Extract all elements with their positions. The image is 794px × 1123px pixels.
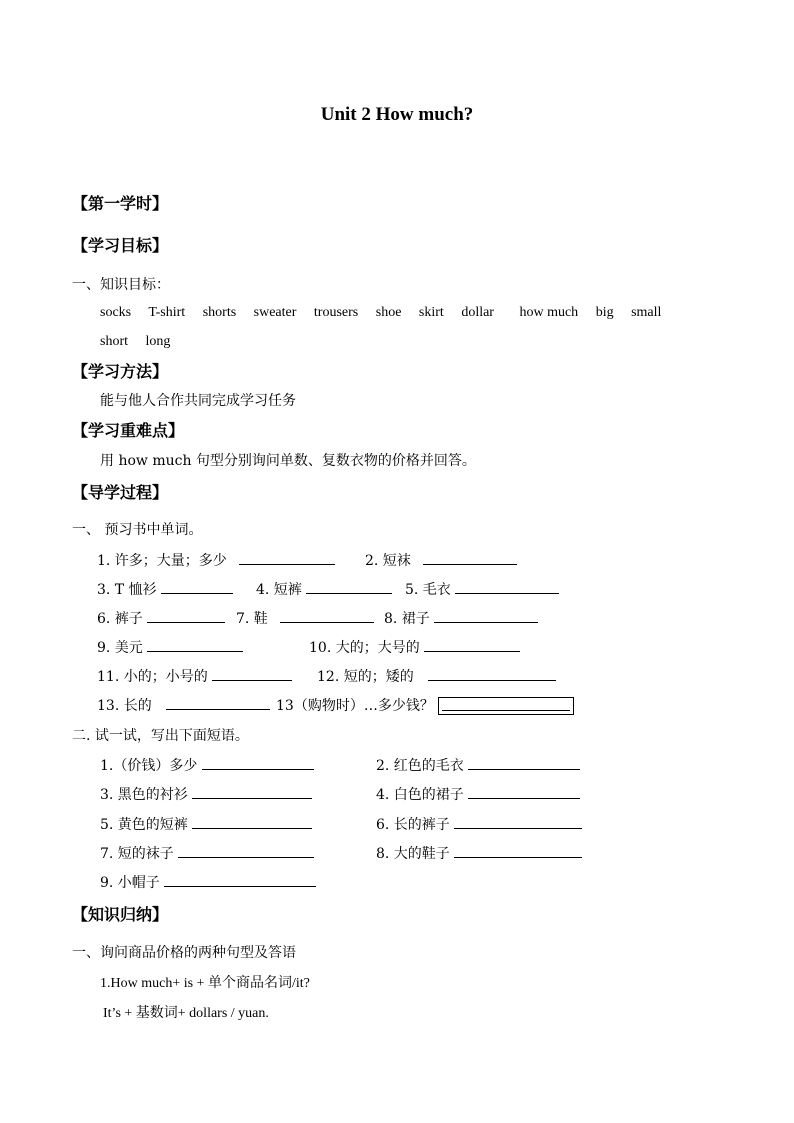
- part2-item-label: 2. 红色的毛衣: [376, 758, 464, 774]
- part1-item: [256, 579, 392, 599]
- part2-item: [100, 784, 312, 804]
- part2-item: [376, 814, 582, 834]
- part2-item: [100, 872, 316, 892]
- part2-item-label: 7. 短的袜子: [100, 846, 174, 862]
- part2-item: [100, 843, 314, 863]
- part2-item: [376, 843, 582, 863]
- part2-item-label: 5. 黄色的短裤: [100, 817, 188, 833]
- answer-blank[interactable]: [468, 755, 580, 770]
- answer-blank[interactable]: [454, 814, 582, 829]
- vocab-word: big: [595, 305, 614, 320]
- vocab-word: skirt: [418, 305, 444, 320]
- part1-title: 一、 预习书中单词。: [72, 522, 203, 538]
- heading-process: 【导学过程】: [72, 483, 169, 502]
- answer-box[interactable]: [438, 697, 574, 715]
- answer-blank[interactable]: [192, 814, 312, 829]
- part1-item-label: 10. 大的；大号的: [309, 640, 420, 656]
- answer-blank[interactable]: [192, 784, 312, 799]
- part2-item: [100, 814, 312, 834]
- part1-item-label: 5. 毛衣: [405, 582, 451, 598]
- answer-blank[interactable]: [468, 784, 580, 799]
- key-points-text: 用 how much 句型分别询问单数、复数衣物的价格并回答。: [100, 453, 476, 469]
- part2-item: [376, 784, 580, 804]
- part2-item-label: 3. 黑色的衬衫: [100, 787, 188, 803]
- heading-lesson: 【第一学时】: [72, 194, 169, 213]
- answer-blank[interactable]: [434, 608, 538, 623]
- answer-blank[interactable]: [161, 579, 233, 594]
- answer-blank[interactable]: [147, 637, 243, 652]
- part1-item-label: 3. T 恤衫: [97, 582, 157, 598]
- vocab-word: trousers: [313, 305, 359, 320]
- part1-item: [97, 608, 225, 628]
- part1-item-label: 13. 长的: [97, 698, 152, 714]
- answer-1: It’s + 基数词+ dollars / yuan.: [103, 1006, 269, 1021]
- part2-item-label: 1.（价钱）多少: [100, 758, 198, 774]
- part1-item: [276, 695, 574, 715]
- part1-item-label: 8. 裙子: [384, 611, 430, 627]
- vocab-word: shorts: [202, 305, 237, 320]
- part1-item: [309, 637, 520, 657]
- heading-method: 【学习方法】: [72, 362, 169, 381]
- part2-item-label: 8. 大的鞋子: [376, 846, 450, 862]
- part1-item-label: 2. 短袜: [365, 553, 411, 569]
- part1-item-label: 6. 裤子: [97, 611, 143, 627]
- summary-item-1: 一、询问商品价格的两种句型及答语: [72, 945, 296, 961]
- answer-blank[interactable]: [202, 755, 314, 770]
- vocab-word: T-shirt: [148, 305, 186, 320]
- part1-item-label: 13（购物时）…多少钱？: [276, 698, 434, 714]
- answer-blank[interactable]: [178, 843, 314, 858]
- vocab-word: how much: [519, 305, 579, 320]
- part1-item: [405, 579, 559, 599]
- vocab-word: short: [100, 334, 128, 349]
- part1-item: [97, 695, 270, 715]
- part1-item: [97, 550, 335, 570]
- part1-item-label: 7. 鞋: [236, 611, 268, 627]
- method-text: 能与他人合作共同完成学习任务: [100, 393, 296, 409]
- part1-item: [97, 579, 233, 599]
- answer-blank[interactable]: [454, 843, 582, 858]
- vocab-word: long: [145, 334, 171, 349]
- part2-title: 二. 试一试，写出下面短语。: [72, 728, 249, 744]
- part1-item: [365, 550, 517, 570]
- part2-item: [376, 755, 580, 775]
- answer-blank[interactable]: [147, 608, 225, 623]
- answer-blank[interactable]: [239, 550, 335, 565]
- part1-item: [384, 608, 538, 628]
- answer-blank[interactable]: [428, 666, 556, 681]
- knowledge-goal-label: 一、知识目标：: [72, 277, 170, 293]
- part1-item-label: 9. 美元: [97, 640, 143, 656]
- answer-blank[interactable]: [455, 579, 559, 594]
- page-title: Unit 2 How much?: [320, 104, 474, 125]
- part1-item: [236, 608, 374, 628]
- part2-item-label: 4. 白色的裙子: [376, 787, 464, 803]
- part1-item-label: 12. 短的；矮的: [317, 669, 414, 685]
- heading-goals: 【学习目标】: [72, 236, 169, 255]
- part2-item: [100, 755, 314, 775]
- part1-item-label: 4. 短裤: [256, 582, 302, 598]
- answer-blank[interactable]: [212, 666, 292, 681]
- vocab-line-1: [100, 305, 675, 321]
- answer-blank[interactable]: [424, 637, 520, 652]
- part1-item: [97, 637, 243, 657]
- answer-blank[interactable]: [280, 608, 374, 623]
- pattern-1: 1.How much+ is + 单个商品名词/it?: [100, 976, 310, 991]
- answer-blank[interactable]: [423, 550, 517, 565]
- answer-blank[interactable]: [166, 695, 270, 710]
- part1-item: [317, 666, 556, 686]
- vocab-word: socks: [100, 305, 132, 320]
- heading-summary: 【知识归纳】: [72, 905, 169, 924]
- vocab-word: shoe: [375, 305, 402, 320]
- answer-blank[interactable]: [164, 872, 316, 887]
- heading-key-points: 【学习重难点】: [72, 421, 185, 440]
- vocab-line-2: [100, 334, 184, 350]
- answer-blank[interactable]: [306, 579, 392, 594]
- vocab-word: sweater: [253, 305, 297, 320]
- part1-item: [97, 666, 292, 686]
- vocab-word: dollar: [461, 305, 494, 320]
- vocab-word: small: [631, 305, 662, 320]
- part2-item-label: 9. 小帽子: [100, 875, 160, 891]
- part1-item-label: 11. 小的；小号的: [97, 669, 208, 685]
- part1-item-label: 1. 许多；大量；多少: [97, 553, 227, 569]
- part2-item-label: 6. 长的裤子: [376, 817, 450, 833]
